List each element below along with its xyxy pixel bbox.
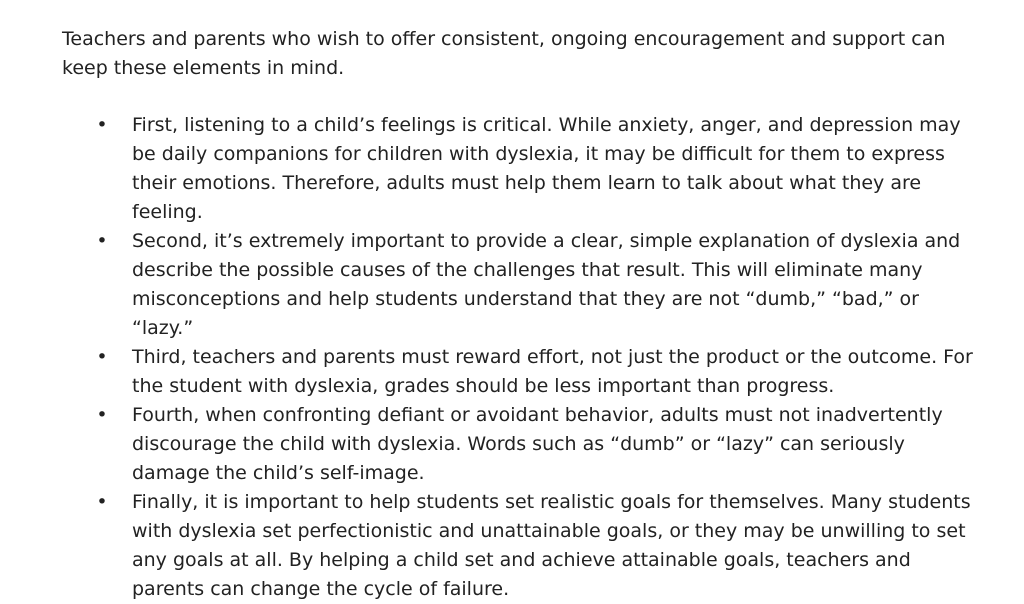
list-item-text: First, listening to a child’s feelings is critical. While anxiety, anger, and depression may be daily companions for children with dyslexia, it may be difficult for them to express their emotions. Therefore, adults must help them learn to talk about what they are feeling. — [132, 114, 961, 223]
list-item — [0, 343, 977, 401]
list-item — [0, 488, 977, 604]
list-item — [0, 227, 977, 343]
list-item — [0, 401, 977, 488]
bullet-icon: • — [96, 404, 108, 426]
bullet-icon: • — [96, 114, 108, 136]
list-item-text: Fourth, when confronting defiant or avoidant behavior, adults must not inadvertently discourage the child with dyslexia. Words such as “dumb” or “lazy” can seriously damage the child’s self-image. — [132, 404, 943, 484]
list-item — [0, 111, 977, 227]
bullet-icon: • — [96, 230, 108, 252]
list-item-text: Finally, it is important to help students set realistic goals for themselves. Many students with dyslexia set perfectionistic and unattainable goals, or they may be unwilling to set any goals at all. By helping a child set and achieve attainable goals, teachers and parents can change the cycle of failure. — [132, 491, 971, 600]
intro-paragraph: Teachers and parents who wish to offer consistent, ongoing encouragement and support can keep these elements in mind. — [62, 28, 946, 79]
bullet-icon: • — [96, 346, 108, 368]
list-item-text: Third, teachers and parents must reward effort, not just the product or the outcome. For the student with dyslexia, grades should be less important than progress. — [132, 346, 973, 397]
bullet-icon: • — [96, 491, 108, 513]
bullet-list — [0, 111, 1024, 604]
list-item-text: Second, it’s extremely important to provide a clear, simple explanation of dyslexia and describe the possible causes of the challenges that result. This will eliminate many misconceptions and help students understand that they are not “dumb,” “bad,” or “lazy.” — [132, 230, 961, 339]
